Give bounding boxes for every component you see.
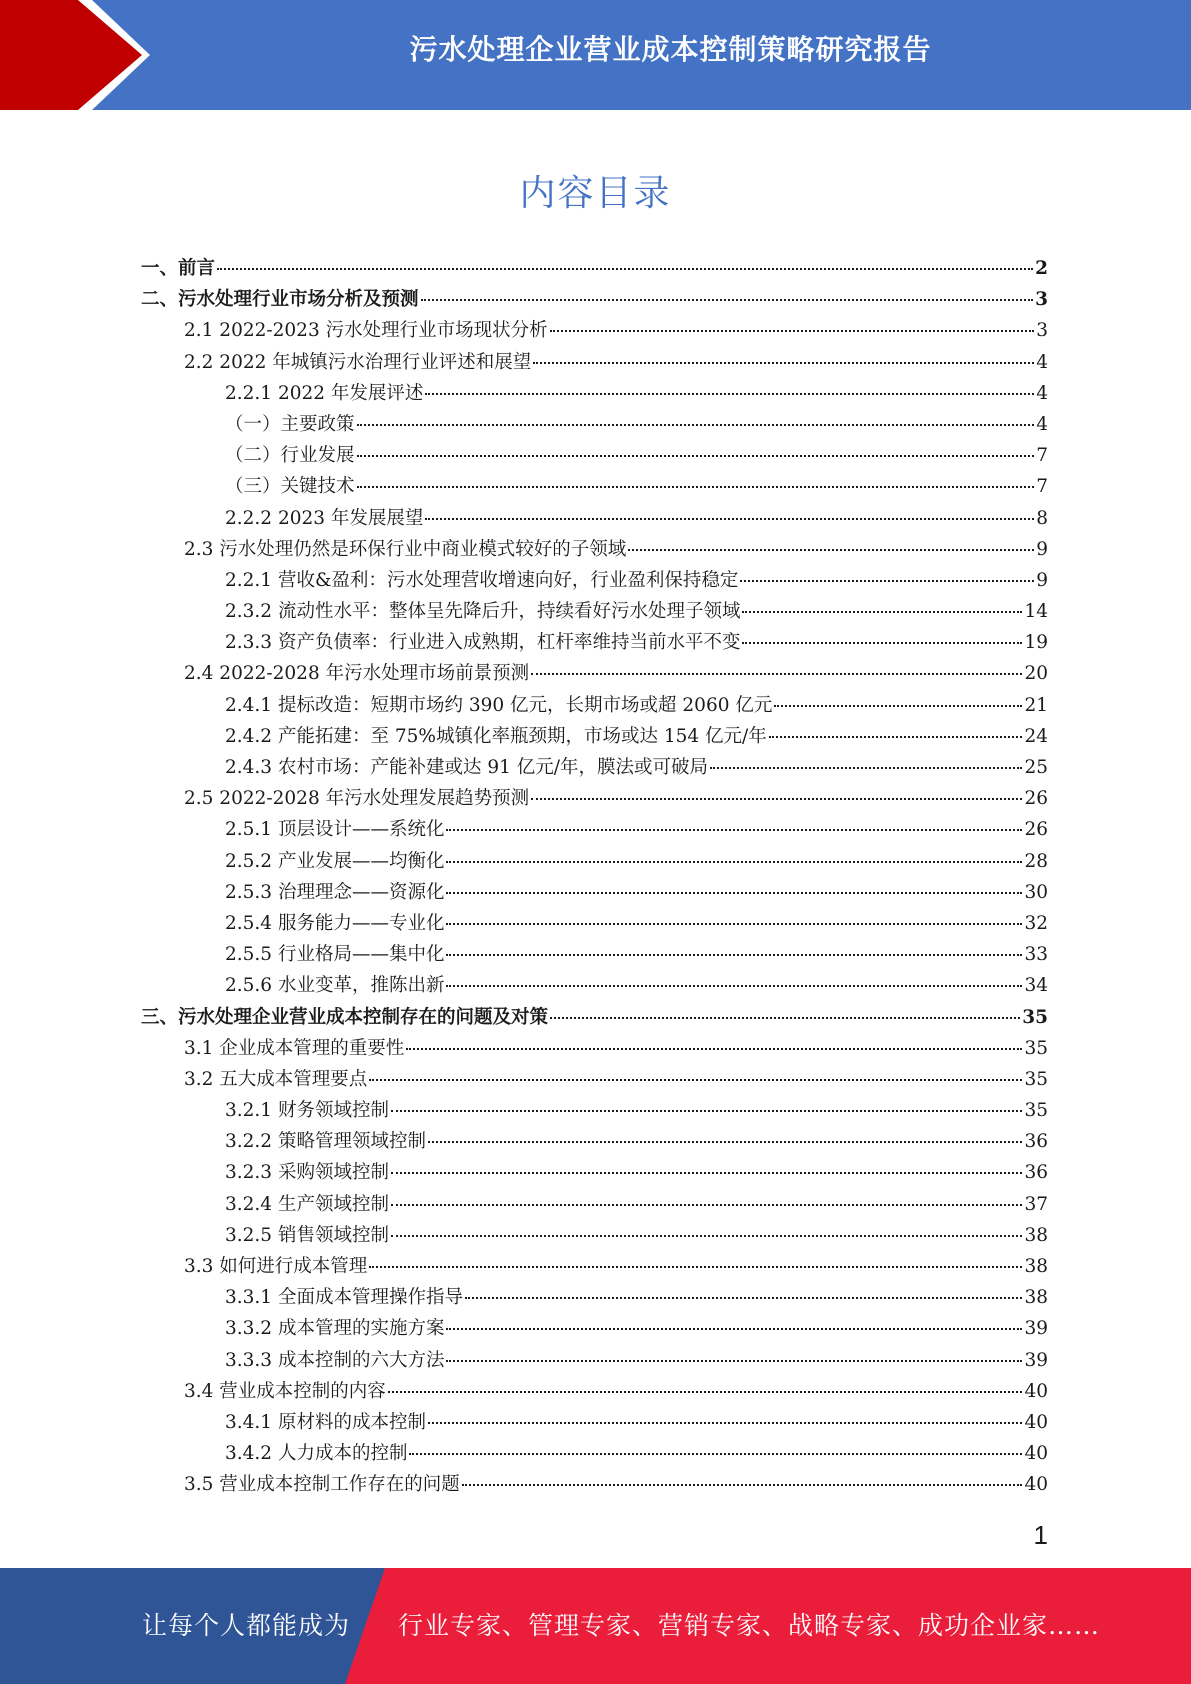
toc-entry-page: 28 bbox=[1024, 850, 1048, 872]
toc-entry[interactable] bbox=[141, 596, 1048, 627]
toc-dot-leader bbox=[357, 485, 1035, 488]
toc-entry[interactable] bbox=[141, 409, 1048, 440]
toc-dot-leader bbox=[446, 1327, 1022, 1330]
toc-entry[interactable] bbox=[141, 1220, 1048, 1251]
toc-entry-page: 20 bbox=[1024, 663, 1048, 685]
toc-dot-leader bbox=[446, 984, 1022, 987]
toc-entry-label: 3.2 五大成本管理要点 bbox=[184, 1068, 368, 1090]
toc-entry-label: 3.5 营业成本控制工作存在的问题 bbox=[184, 1474, 460, 1496]
toc-entry-page: 14 bbox=[1024, 601, 1048, 623]
toc-entry-page: 40 bbox=[1024, 1443, 1048, 1465]
toc-dot-leader bbox=[531, 672, 1022, 675]
toc-entry-label: 3.2.1 财务领域控制 bbox=[225, 1100, 389, 1122]
toc-entry-page: 39 bbox=[1024, 1318, 1048, 1340]
toc-dot-leader bbox=[531, 797, 1022, 800]
toc-dot-leader bbox=[425, 517, 1034, 520]
toc-dot-leader bbox=[742, 610, 1022, 613]
toc-dot-leader bbox=[391, 1109, 1022, 1112]
toc-entry-label: 2.4 2022-2028 年污水处理市场前景预测 bbox=[184, 663, 530, 685]
toc-dot-leader bbox=[550, 1016, 1020, 1019]
toc-entry-page: 7 bbox=[1036, 476, 1048, 498]
toc-entry[interactable] bbox=[141, 1251, 1048, 1282]
toc-entry-label: 2.4.1 提标改造：短期市场约 390 亿元，长期市场或超 2060 亿元 bbox=[225, 694, 773, 716]
toc-entry-page: 33 bbox=[1024, 944, 1048, 966]
toc-entry-label: 2.2 2022 年城镇污水治理行业评述和展望 bbox=[184, 351, 532, 373]
toc-entry-label: 2.4.3 农村市场：产能补建或达 91 亿元/年，膜法或可破局 bbox=[225, 757, 708, 778]
toc-entry-page: 3 bbox=[1036, 320, 1048, 342]
toc-entry-label: 2.1 2022-2023 污水处理行业市场现状分析 bbox=[184, 320, 548, 342]
toc-entry-label: 3.3.3 成本控制的六大方法 bbox=[225, 1349, 445, 1371]
toc-entry[interactable] bbox=[141, 534, 1048, 565]
toc-entry[interactable] bbox=[141, 814, 1048, 845]
toc-entry[interactable] bbox=[141, 1376, 1048, 1407]
toc-entry-page: 32 bbox=[1024, 912, 1048, 934]
toc-entry[interactable] bbox=[141, 877, 1048, 908]
toc-dot-leader bbox=[740, 579, 1034, 582]
toc-entry[interactable] bbox=[141, 1313, 1048, 1344]
toc-dot-leader bbox=[769, 735, 1023, 738]
toc-entry-page: 35 bbox=[1024, 1037, 1048, 1059]
toc-entry-page: 38 bbox=[1024, 1287, 1048, 1309]
toc-entry-page: 37 bbox=[1024, 1193, 1048, 1215]
toc-dot-leader bbox=[533, 361, 1034, 364]
toc-entry-page: 4 bbox=[1036, 382, 1048, 404]
toc-entry-label: 2.5.4 服务能力——专业化 bbox=[225, 912, 445, 934]
toc-entry[interactable] bbox=[141, 347, 1048, 378]
toc-entry-page: 8 bbox=[1036, 507, 1048, 529]
toc-entry-label: 3.3.1 全面成本管理操作指导 bbox=[225, 1287, 463, 1309]
toc-entry-label: 一、前言 bbox=[141, 258, 216, 279]
toc-entry-page: 35 bbox=[1024, 1100, 1048, 1122]
toc-dot-leader bbox=[710, 766, 1022, 769]
toc-dot-leader bbox=[428, 1421, 1022, 1424]
toc-entry-label: （一）主要政策 bbox=[225, 413, 355, 435]
toc-entry-page: 9 bbox=[1036, 569, 1048, 591]
toc-entry-label: 3.3 如何进行成本管理 bbox=[184, 1256, 368, 1277]
toc-entry[interactable] bbox=[141, 752, 1048, 783]
table-of-contents bbox=[141, 253, 1048, 1501]
toc-entry[interactable] bbox=[141, 503, 1048, 534]
toc-entry[interactable] bbox=[141, 1345, 1048, 1376]
header-banner bbox=[0, 0, 1191, 110]
toc-dot-leader bbox=[446, 953, 1022, 956]
toc-dot-leader bbox=[465, 1296, 1022, 1299]
toc-entry-page: 30 bbox=[1024, 881, 1048, 903]
toc-entry-page: 38 bbox=[1024, 1224, 1048, 1246]
toc-entry-page: 40 bbox=[1024, 1474, 1048, 1496]
toc-entry-page: 19 bbox=[1024, 632, 1048, 654]
toc-entry-label: 2.5 2022-2028 年污水处理发展趋势预测 bbox=[184, 788, 530, 810]
toc-dot-leader bbox=[462, 1483, 1023, 1486]
toc-dot-leader bbox=[388, 1390, 1023, 1393]
toc-entry-label: 2.5.6 水业变革，推陈出新 bbox=[225, 975, 445, 997]
toc-entry[interactable] bbox=[141, 253, 1048, 284]
toc-entry[interactable] bbox=[141, 471, 1048, 502]
toc-entry-label: 2.3 污水处理仍然是环保行业中商业模式较好的子领域 bbox=[184, 538, 627, 560]
toc-dot-leader bbox=[369, 1265, 1022, 1268]
toc-entry[interactable] bbox=[141, 1126, 1048, 1157]
toc-entry-label: 二、污水处理行业市场分析及预测 bbox=[141, 289, 419, 311]
toc-entry-label: 3.2.3 采购领域控制 bbox=[225, 1162, 389, 1184]
footer-slogan-left: 让每个人都能成为 bbox=[142, 1611, 351, 1640]
toc-dot-leader bbox=[391, 1203, 1022, 1206]
toc-entry-label: 3.2.5 销售领域控制 bbox=[225, 1224, 389, 1246]
toc-entry[interactable] bbox=[141, 939, 1048, 970]
toc-entry-label: 2.4.2 产能拓建：至 75%城镇化率瓶颈期，市场或达 154 亿元/年 bbox=[225, 725, 767, 747]
toc-entry-label: 2.3.3 资产负债率：行业进入成熟期，杠杆率维持当前水平不变 bbox=[225, 632, 741, 654]
toc-entry-label: （二）行业发展 bbox=[225, 445, 355, 467]
toc-dot-leader bbox=[446, 1359, 1022, 1362]
toc-dot-leader bbox=[742, 641, 1022, 644]
toc-entry-label: 2.5.5 行业格局——集中化 bbox=[225, 944, 445, 966]
toc-entry-label: 2.2.1 2022 年发展评述 bbox=[225, 382, 424, 404]
toc-dot-leader bbox=[425, 392, 1034, 395]
toc-entry-page: 4 bbox=[1036, 351, 1048, 373]
toc-entry-page: 3 bbox=[1035, 289, 1048, 311]
toc-dot-leader bbox=[357, 454, 1035, 457]
toc-entry-label: 3.2.2 策略管理领域控制 bbox=[225, 1131, 426, 1153]
toc-entry-page: 21 bbox=[1024, 694, 1048, 716]
toc-entry[interactable] bbox=[141, 1469, 1048, 1500]
toc-entry[interactable] bbox=[141, 721, 1048, 752]
toc-entry[interactable] bbox=[141, 378, 1048, 409]
toc-entry[interactable] bbox=[141, 658, 1048, 689]
toc-entry[interactable] bbox=[141, 846, 1048, 877]
toc-dot-leader bbox=[421, 298, 1034, 301]
toc-entry-page: 7 bbox=[1036, 445, 1048, 467]
toc-entry-page: 24 bbox=[1024, 725, 1048, 747]
toc-entry-page: 40 bbox=[1024, 1380, 1048, 1402]
toc-entry[interactable] bbox=[141, 1438, 1048, 1469]
toc-entry[interactable] bbox=[141, 627, 1048, 658]
toc-dot-leader bbox=[357, 423, 1035, 426]
toc-entry[interactable] bbox=[141, 315, 1048, 346]
toc-entry-page: 40 bbox=[1024, 1411, 1048, 1433]
toc-dot-leader bbox=[446, 828, 1022, 831]
toc-entry-page: 36 bbox=[1024, 1162, 1048, 1184]
header-chevron bbox=[0, 0, 142, 110]
toc-entry-label: 3.4.2 人力成本的控制 bbox=[225, 1443, 408, 1465]
toc-entry-label: 2.2.2 2023 年发展展望 bbox=[225, 507, 424, 529]
report-title: 污水处理企业营业成本控制策略研究报告 bbox=[409, 33, 932, 66]
toc-entry[interactable] bbox=[141, 970, 1048, 1001]
toc-entry[interactable] bbox=[141, 690, 1048, 721]
toc-entry-label: （三）关键技术 bbox=[225, 476, 355, 498]
toc-entry-page: 26 bbox=[1024, 819, 1048, 841]
toc-entry-label: 3.4 营业成本控制的内容 bbox=[184, 1380, 386, 1402]
toc-heading: 内容目录 bbox=[519, 173, 672, 214]
toc-dot-leader bbox=[409, 1452, 1022, 1455]
toc-dot-leader bbox=[446, 860, 1022, 863]
footer-banner bbox=[0, 1568, 1191, 1684]
toc-entry-page: 4 bbox=[1036, 413, 1048, 435]
toc-entry[interactable] bbox=[141, 1189, 1048, 1220]
toc-entry-page: 35 bbox=[1022, 1006, 1048, 1028]
toc-entry-page: 39 bbox=[1024, 1349, 1048, 1371]
toc-entry[interactable] bbox=[141, 565, 1048, 596]
toc-entry-page: 2 bbox=[1035, 258, 1048, 279]
toc-entry[interactable] bbox=[141, 1407, 1048, 1438]
toc-dot-leader bbox=[628, 548, 1034, 551]
toc-entry-label: 2.5.2 产业发展——均衡化 bbox=[225, 850, 445, 872]
toc-dot-leader bbox=[369, 1078, 1022, 1081]
toc-entry-page: 25 bbox=[1024, 757, 1048, 778]
toc-entry-label: 2.2.1 营收&盈利：污水处理营收增速向好，行业盈利保持稳定 bbox=[225, 569, 739, 591]
toc-entry-label: 3.1 企业成本管理的重要性 bbox=[184, 1037, 405, 1059]
toc-entry[interactable] bbox=[141, 783, 1048, 814]
toc-entry-page: 38 bbox=[1024, 1256, 1048, 1277]
toc-entry-label: 3.2.4 生产领域控制 bbox=[225, 1193, 389, 1215]
toc-entry[interactable] bbox=[141, 1095, 1048, 1126]
toc-entry[interactable] bbox=[141, 1282, 1048, 1313]
toc-entry-page: 34 bbox=[1024, 975, 1048, 997]
footer-slogan-right: 行业专家、管理专家、营销专家、战略专家、成功企业家…… bbox=[398, 1611, 1101, 1640]
page-number: 1 bbox=[1033, 1520, 1048, 1550]
toc-entry-label: 2.3.2 流动性水平：整体呈先降后升，持续看好污水处理子领域 bbox=[225, 601, 741, 623]
toc-entry-page: 26 bbox=[1024, 788, 1048, 810]
toc-entry[interactable] bbox=[141, 908, 1048, 939]
toc-entry-page: 36 bbox=[1024, 1131, 1048, 1153]
toc-dot-leader bbox=[550, 329, 1035, 332]
toc-entry-label: 2.5.3 治理理念——资源化 bbox=[225, 881, 445, 903]
toc-entry[interactable] bbox=[141, 1157, 1048, 1188]
toc-dot-leader bbox=[446, 922, 1022, 925]
toc-entry[interactable] bbox=[141, 440, 1048, 471]
toc-entry-label: 三、污水处理企业营业成本控制存在的问题及对策 bbox=[141, 1006, 549, 1028]
toc-entry-page: 9 bbox=[1036, 538, 1048, 560]
toc-dot-leader bbox=[391, 1234, 1022, 1237]
toc-entry[interactable] bbox=[141, 1002, 1048, 1033]
toc-entry[interactable] bbox=[141, 1064, 1048, 1095]
toc-entry-label: 3.4.1 原材料的成本控制 bbox=[225, 1411, 426, 1433]
toc-entry-label: 2.5.1 顶层设计——系统化 bbox=[225, 819, 445, 841]
toc-dot-leader bbox=[406, 1047, 1022, 1050]
toc-entry-label: 3.3.2 成本管理的实施方案 bbox=[225, 1318, 445, 1340]
toc-dot-leader bbox=[428, 1140, 1022, 1143]
toc-dot-leader bbox=[774, 704, 1022, 707]
toc-dot-leader bbox=[446, 891, 1022, 894]
toc-entry[interactable] bbox=[141, 1033, 1048, 1064]
toc-dot-leader bbox=[391, 1171, 1022, 1174]
toc-entry[interactable] bbox=[141, 284, 1048, 315]
toc-dot-leader bbox=[217, 267, 1033, 270]
toc-entry-page: 35 bbox=[1024, 1068, 1048, 1090]
